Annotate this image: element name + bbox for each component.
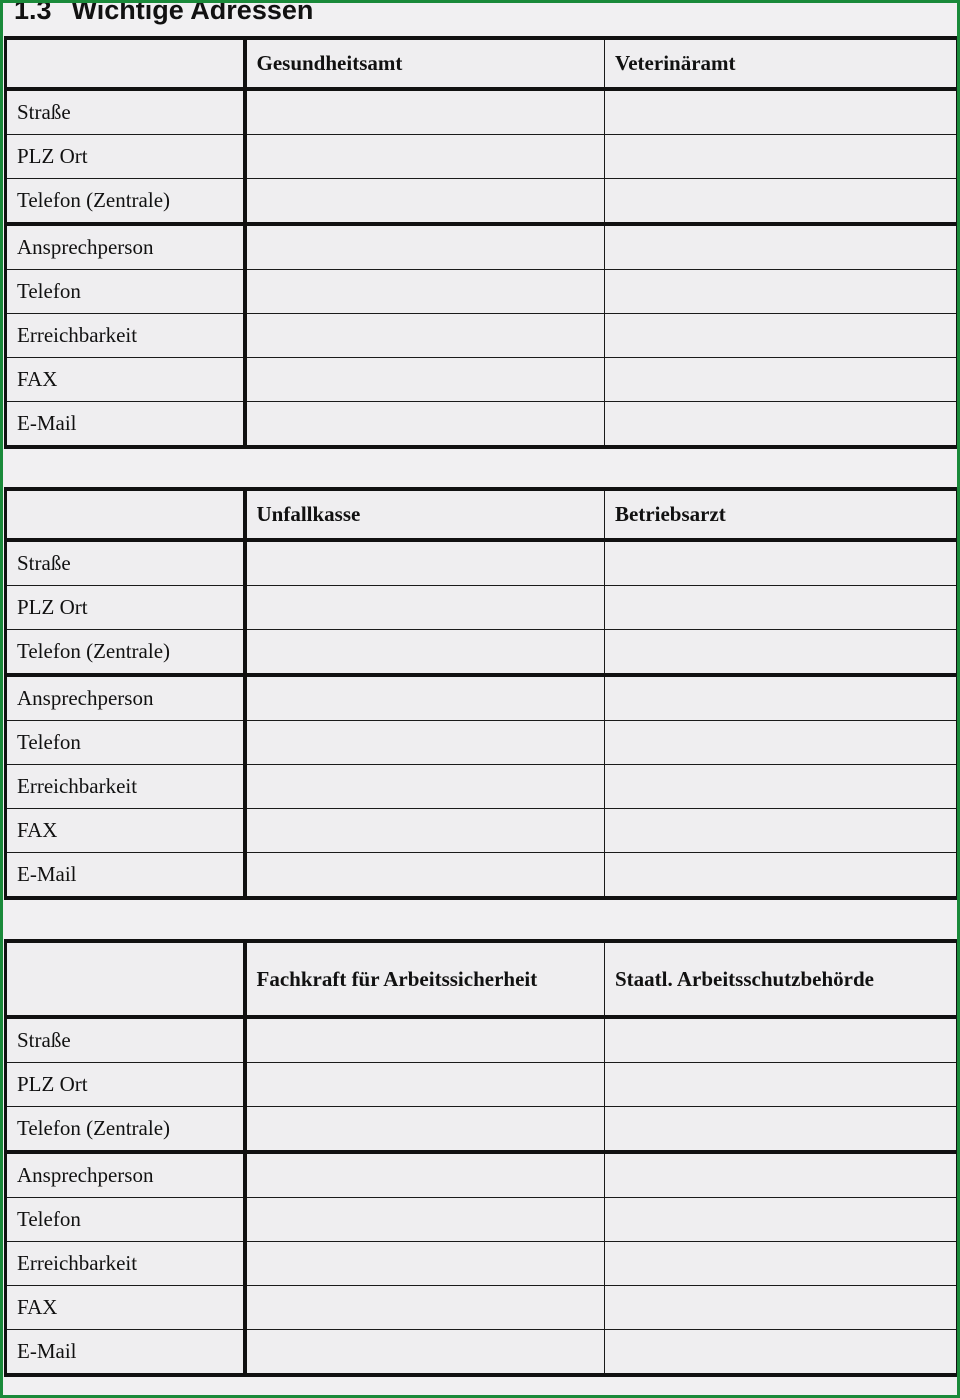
address-table-2 bbox=[4, 487, 959, 900]
input-cell[interactable] bbox=[605, 358, 958, 402]
header-fachkraft-arbeitssicherheit: Fachkraft für Arbeitssicherheit bbox=[245, 941, 605, 1017]
input-cell[interactable] bbox=[245, 721, 605, 765]
input-cell[interactable] bbox=[605, 630, 958, 676]
input-cell[interactable] bbox=[605, 1330, 958, 1376]
input-cell[interactable] bbox=[605, 540, 958, 586]
row-label-email: E-Mail bbox=[6, 853, 245, 899]
row-label-telefon-zentrale: Telefon (Zentrale) bbox=[6, 630, 245, 676]
input-cell[interactable] bbox=[245, 1286, 605, 1330]
input-cell[interactable] bbox=[605, 809, 958, 853]
header-veterinaeramt: Veterinäramt bbox=[605, 38, 958, 89]
row-label-telefon: Telefon bbox=[6, 721, 245, 765]
row-label-erreichbarkeit: Erreichbarkeit bbox=[6, 314, 245, 358]
input-cell[interactable] bbox=[245, 675, 605, 721]
input-cell[interactable] bbox=[605, 179, 958, 225]
row-label-telefon-zentrale: Telefon (Zentrale) bbox=[6, 1107, 245, 1153]
input-cell[interactable] bbox=[605, 1107, 958, 1153]
section-title-text: Wichtige Adressen bbox=[71, 0, 314, 25]
input-cell[interactable] bbox=[605, 1286, 958, 1330]
header-arbeitsschutzbehoerde: Staatl. Arbeitsschutzbehörde bbox=[605, 941, 958, 1017]
header-empty-cell bbox=[6, 941, 245, 1017]
input-cell[interactable] bbox=[605, 586, 958, 630]
row-label-fax: FAX bbox=[6, 1286, 245, 1330]
input-cell[interactable] bbox=[245, 1198, 605, 1242]
input-cell[interactable] bbox=[605, 1017, 958, 1063]
row-label-telefon: Telefon bbox=[6, 1198, 245, 1242]
row-label-erreichbarkeit: Erreichbarkeit bbox=[6, 765, 245, 809]
section-number: 1.3 bbox=[14, 0, 52, 25]
row-label-strasse: Straße bbox=[6, 1017, 245, 1063]
row-label-email: E-Mail bbox=[6, 402, 245, 448]
input-cell[interactable] bbox=[245, 402, 605, 448]
row-label-erreichbarkeit: Erreichbarkeit bbox=[6, 1242, 245, 1286]
row-label-strasse: Straße bbox=[6, 89, 245, 135]
row-label-fax: FAX bbox=[6, 809, 245, 853]
input-cell[interactable] bbox=[605, 270, 958, 314]
input-cell[interactable] bbox=[245, 1017, 605, 1063]
row-label-email: E-Mail bbox=[6, 1330, 245, 1376]
input-cell[interactable] bbox=[245, 1152, 605, 1198]
row-label-telefon: Telefon bbox=[6, 270, 245, 314]
header-unfallkasse: Unfallkasse bbox=[245, 489, 605, 540]
row-label-fax: FAX bbox=[6, 358, 245, 402]
input-cell[interactable] bbox=[245, 135, 605, 179]
header-empty-cell bbox=[6, 38, 245, 89]
input-cell[interactable] bbox=[245, 765, 605, 809]
input-cell[interactable] bbox=[605, 1198, 958, 1242]
input-cell[interactable] bbox=[245, 270, 605, 314]
row-label-telefon-zentrale: Telefon (Zentrale) bbox=[6, 179, 245, 225]
input-cell[interactable] bbox=[245, 853, 605, 899]
address-table-1 bbox=[4, 36, 959, 449]
input-cell[interactable] bbox=[245, 314, 605, 358]
input-cell[interactable] bbox=[605, 1063, 958, 1107]
input-cell[interactable] bbox=[245, 1063, 605, 1107]
input-cell[interactable] bbox=[245, 1107, 605, 1153]
input-cell[interactable] bbox=[605, 1152, 958, 1198]
input-cell[interactable] bbox=[605, 402, 958, 448]
input-cell[interactable] bbox=[245, 358, 605, 402]
input-cell[interactable] bbox=[605, 675, 958, 721]
row-label-strasse: Straße bbox=[6, 540, 245, 586]
input-cell[interactable] bbox=[605, 1242, 958, 1286]
row-label-ansprechperson: Ansprechperson bbox=[6, 1152, 245, 1198]
input-cell[interactable] bbox=[605, 721, 958, 765]
input-cell[interactable] bbox=[245, 586, 605, 630]
row-label-ansprechperson: Ansprechperson bbox=[6, 675, 245, 721]
input-cell[interactable] bbox=[245, 1330, 605, 1376]
row-label-plz-ort: PLZ Ort bbox=[6, 586, 245, 630]
row-label-plz-ort: PLZ Ort bbox=[6, 1063, 245, 1107]
input-cell[interactable] bbox=[245, 540, 605, 586]
address-table-3 bbox=[4, 939, 959, 1377]
section-title bbox=[14, 0, 313, 28]
input-cell[interactable] bbox=[605, 135, 958, 179]
row-label-plz-ort: PLZ Ort bbox=[6, 135, 245, 179]
input-cell[interactable] bbox=[245, 89, 605, 135]
header-gesundheitsamt: Gesundheitsamt bbox=[245, 38, 605, 89]
input-cell[interactable] bbox=[245, 809, 605, 853]
input-cell[interactable] bbox=[605, 89, 958, 135]
header-betriebsarzt: Betriebsarzt bbox=[605, 489, 958, 540]
input-cell[interactable] bbox=[605, 224, 958, 270]
input-cell[interactable] bbox=[605, 853, 958, 899]
input-cell[interactable] bbox=[245, 179, 605, 225]
input-cell[interactable] bbox=[245, 1242, 605, 1286]
input-cell[interactable] bbox=[605, 314, 958, 358]
header-empty-cell bbox=[6, 489, 245, 540]
row-label-ansprechperson: Ansprechperson bbox=[6, 224, 245, 270]
input-cell[interactable] bbox=[245, 224, 605, 270]
input-cell[interactable] bbox=[245, 630, 605, 676]
input-cell[interactable] bbox=[605, 765, 958, 809]
